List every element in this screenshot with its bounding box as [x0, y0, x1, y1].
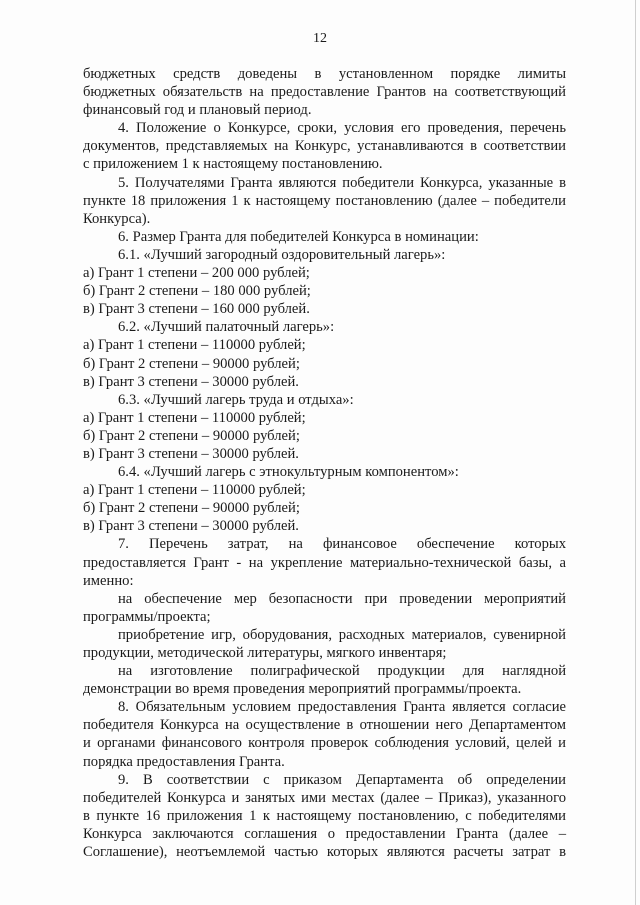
text-line: демонстрации во время проведения мероприятий программы/проекта.: [83, 681, 522, 698]
text-line: а) Грант 1 степени – 110000 рублей;: [83, 337, 306, 354]
text-line: 6.4. «Лучший лагерь с этнокультурным компонентом»:: [118, 464, 459, 481]
text-line: на изготовление полиграфической продукции для наглядной: [118, 663, 566, 680]
text-line: приобретение игр, оборудования, расходных материалов, сувенирной: [118, 626, 566, 643]
text-line: б) Грант 2 степени – 90000 рублей;: [83, 427, 300, 444]
text-line: продукции, методической литературы, мягкого инвентаря;: [83, 645, 447, 661]
text-line: победителей Конкурса и занятых ими местах (далее – Приказ), указанного: [83, 789, 566, 806]
text-line: и органами финансового контроля проверок соблюдения условий, целей и: [83, 735, 566, 752]
text-line: программы/проекта;: [83, 608, 211, 625]
text-line: в) Грант 3 степени – 30000 рублей.: [83, 373, 299, 390]
text-line: б) Грант 2 степени – 180 000 рублей;: [83, 283, 311, 300]
text-line: в пункте 16 приложения 1 к настоящему постановлению, с победителями: [83, 807, 566, 824]
text-line: 6. Размер Гранта для победителей Конкурса в номинации:: [118, 228, 479, 245]
page-edge: [635, 0, 636, 905]
text-line: документов, представляемых на Конкурс, устанавливаются в соответствии: [83, 138, 566, 155]
text-line: 7. Перечень затрат, на финансовое обеспечение которых: [118, 536, 566, 553]
text-line: а) Грант 1 степени – 200 000 рублей;: [83, 265, 310, 282]
text-line: Соглашение), неотъемлемой частью которых являются расчеты затрат в: [83, 844, 566, 861]
text-line: предоставляется Грант - на укрепление материально-технической базы, а: [83, 554, 566, 571]
text-line: 6.3. «Лучший лагерь труда и отдыха»:: [118, 391, 354, 408]
text-line: с приложением 1 к настоящему постановлению.: [83, 156, 383, 173]
text-line: победителя Конкурса на осуществление в отношении него Департаментом: [83, 717, 566, 734]
text-line: 4. Положение о Конкурсе, сроки, условия его проведения, перечень: [118, 120, 566, 137]
text-line: Конкурса заключаются соглашения о предоставлении Гранта (далее –: [83, 825, 566, 842]
text-line: финансовый год и плановый период.: [83, 102, 312, 119]
text-line: 8. Обязательным условием предоставления Гранта является согласие: [118, 699, 566, 716]
text-line: 6.2. «Лучший палаточный лагерь»:: [118, 319, 335, 336]
text-line: бюджетных средств доведены в установленном порядке лимиты: [83, 66, 566, 82]
text-line: в) Грант 3 степени – 160 000 рублей.: [83, 301, 310, 318]
text-line: Конкурса).: [83, 210, 151, 227]
text-line: 5. Получателями Гранта являются победители Конкурса, указанные в: [118, 174, 566, 191]
text-line: бюджетных обязательств на предоставление Грантов на соответствующий: [83, 84, 566, 101]
document-body: [83, 65, 566, 861]
text-line: в) Грант 3 степени – 30000 рублей.: [83, 445, 299, 462]
text-line: порядка предоставления Гранта.: [83, 753, 285, 770]
text-line: именно:: [83, 572, 134, 589]
text-line: а) Грант 1 степени – 110000 рублей;: [83, 409, 306, 426]
text-line: пункте 18 приложения 1 к настоящему постановлению (далее – победители: [83, 192, 566, 209]
text-line: 6.1. «Лучший загородный оздоровительный лагерь»:: [118, 246, 446, 263]
text-line: а) Грант 1 степени – 110000 рублей;: [83, 482, 306, 499]
page-number: 12: [313, 31, 327, 46]
text-line: б) Грант 2 степени – 90000 рублей;: [83, 500, 300, 517]
text-line: б) Грант 2 степени – 90000 рублей;: [83, 355, 300, 372]
text-line: в) Грант 3 степени – 30000 рублей.: [83, 518, 299, 535]
text-line: на обеспечение мер безопасности при проведении мероприятий: [118, 590, 566, 607]
text-line: 9. В соответствии с приказом Департамента об определении: [118, 771, 566, 788]
